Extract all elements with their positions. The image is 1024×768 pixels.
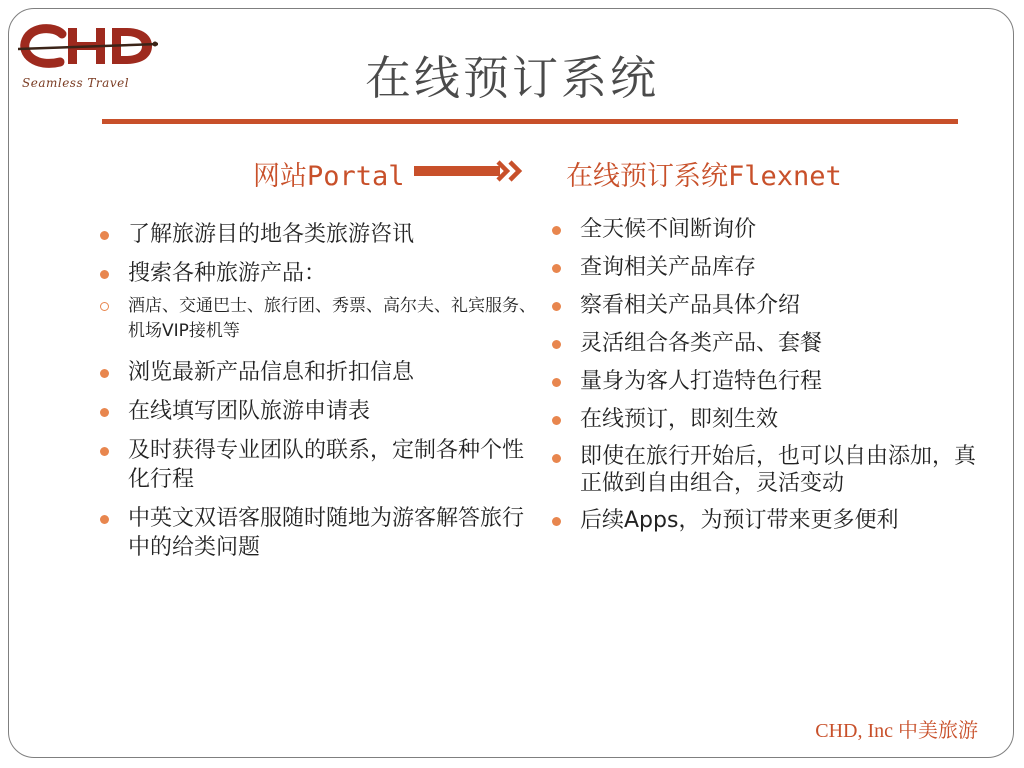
bullet-icon <box>100 515 109 524</box>
list-item: 中英文双语客服随时随地为游客解答旅行中的给类问题 <box>100 504 540 562</box>
list-item: 及时获得专业团队的联系，定制各种个性化行程 <box>100 436 540 494</box>
portal-heading: 网站Portal <box>253 161 405 192</box>
double-arrow-right-icon <box>414 160 524 182</box>
list-item: 灵活组合各类产品、套餐 <box>552 329 992 358</box>
bullet-icon <box>100 231 109 240</box>
list-item: 了解旅游目的地各类旅游咨讯 <box>100 220 540 249</box>
list-item: 即使在旅行开始后，也可以自由添加，真正做到自由组合，灵活变动 <box>552 443 992 497</box>
bullet-icon <box>552 264 561 273</box>
bullet-icon <box>100 447 109 456</box>
list-item: 量身为客人打造特色行程 <box>552 367 992 396</box>
flexnet-feature-list <box>552 215 992 544</box>
bullet-icon <box>100 408 109 417</box>
bullet-icon <box>100 369 109 378</box>
flexnet-heading: 在线预订系统Flexnet <box>566 161 842 192</box>
list-item: 察看相关产品具体介绍 <box>552 291 992 320</box>
bullet-icon <box>552 517 561 526</box>
logo-tagline: Seamless Travel <box>22 76 130 90</box>
list-subitem: 酒店、交通巴士、旅行团、秀票、高尔夫、礼宾服务、机场VIP接机等 <box>100 294 540 344</box>
list-item: 全天候不间断询价 <box>552 215 992 244</box>
bullet-icon <box>552 340 561 349</box>
bullet-icon <box>552 378 561 387</box>
list-item: 查询相关产品库存 <box>552 253 992 282</box>
slide-title: 在线预订系统 <box>365 51 659 105</box>
title-divider <box>102 119 958 124</box>
list-item: 在线填写团队旅游申请表 <box>100 397 540 426</box>
bullet-icon <box>552 302 561 311</box>
list-item: 在线预订，即刻生效 <box>552 405 992 434</box>
footer-company: CHD, Inc 中美旅游 <box>815 720 978 742</box>
bullet-icon <box>552 416 561 425</box>
bullet-icon <box>552 454 561 463</box>
list-item: 搜索各种旅游产品： <box>100 259 540 288</box>
bullet-icon <box>552 226 561 235</box>
portal-feature-list <box>100 220 540 572</box>
list-item: 后续Apps，为预订带来更多便利 <box>552 506 992 535</box>
list-item: 浏览最新产品信息和折扣信息 <box>100 358 540 387</box>
bullet-icon <box>100 270 109 279</box>
hollow-bullet-icon <box>100 302 109 311</box>
